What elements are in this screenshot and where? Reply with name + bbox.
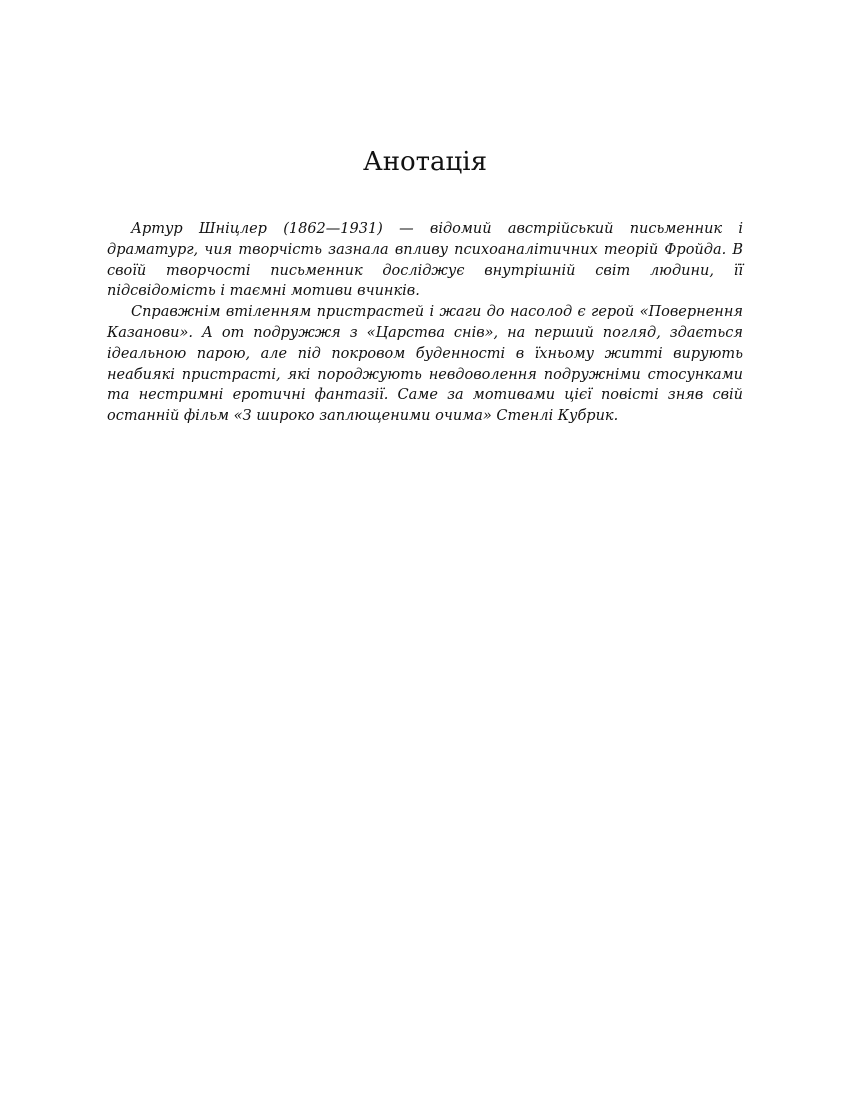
paragraph-2: Справжнім втіленням пристрастей і жаги до насолод є герой «Повернення Казанови». А от подружжя з «Царства снів», на перший погляд, здається ідеальною парою, але під покровом буденності в їхньому житті вирують неабиякі пристрасті, які породжують невдоволення подружніми стосунками та нестримні еротичні фантазії. Саме за мотивами цієї повісті зняв свій останній фільм «З широко заплющеними очима» Стенлі Кубрик. [107, 304, 743, 425]
annotation-body [107, 219, 743, 427]
paragraph-1: Артур Шніцлер (1862—1931) — відомий австрійський письменник і драматург, чия творчість зазнала впливу психоаналітичних теорій Фройда. В своїй творчості письменник досліджує внутрішній світ людини, її підсвідомість і таємні мотиви вчинків. [107, 221, 743, 300]
page-title: Анотація [363, 147, 487, 177]
